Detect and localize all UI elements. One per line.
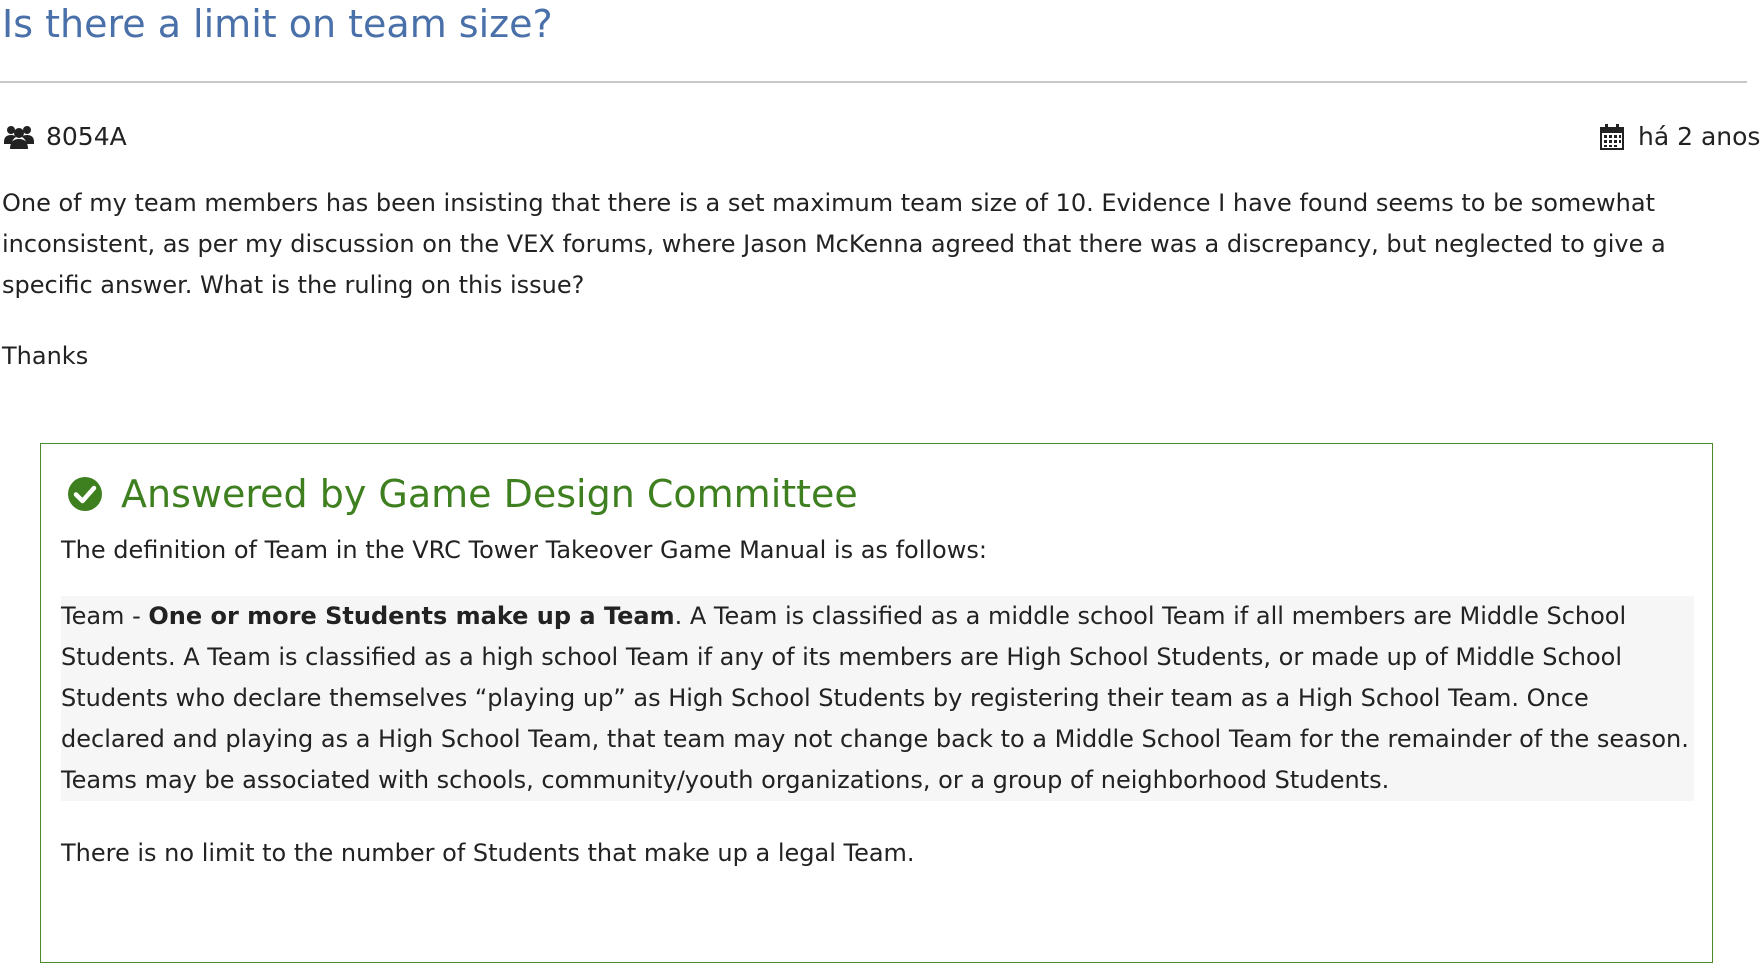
users-icon: [4, 124, 34, 150]
question-title: Is there a limit on team size?: [2, 2, 553, 46]
definition-term-prefix: Team -: [61, 602, 149, 630]
definition-text: . A Team is classified as a middle school Team if all members are Middle School Students. A Team is classified as a high school Team if any of its members are High School Students, or made up of Middle School Students who declare themselves “playing up” as High School Students by registering their team as a High School Team. Once declared and playing as a High School Team, that team may not change back to a Middle School Team for the remainder of the season. Teams may be associated with schools, community/youth organizations, or a group of neighborhood Students.: [61, 602, 1689, 794]
definition-term-bold: One or more Students make up a Team: [148, 602, 675, 630]
team-definition-quote: [61, 596, 1694, 801]
calendar-icon: [1600, 124, 1624, 150]
answer-intro: The definition of Team in the VRC Tower Takeover Game Manual is as follows:: [61, 536, 987, 564]
question-text: One of my team members has been insisting that there is a set maximum team size of 10. Evidence I have found seems to be somewhat inconsistent, as per my discussion on the VEX forums, where Jason McKenna agreed that there was a discrepancy, but neglected to give a specific answer. What is the ruling on this issue?: [2, 189, 1666, 299]
question-author[interactable]: [4, 122, 127, 151]
question-date: [1600, 122, 1760, 151]
date-text: há 2 anos: [1638, 122, 1760, 151]
answer-heading: Answered by Game Design Committee: [121, 472, 858, 516]
check-circle-icon: [67, 476, 103, 512]
answer-box: [40, 443, 1713, 963]
question-closing: Thanks: [2, 342, 89, 370]
title-divider: [0, 81, 1747, 83]
answer-header: [67, 472, 858, 516]
question-body: [2, 183, 1752, 377]
answer-conclusion: There is no limit to the number of Students that make up a legal Team.: [61, 839, 915, 867]
author-team-number[interactable]: 8054A: [46, 122, 127, 151]
